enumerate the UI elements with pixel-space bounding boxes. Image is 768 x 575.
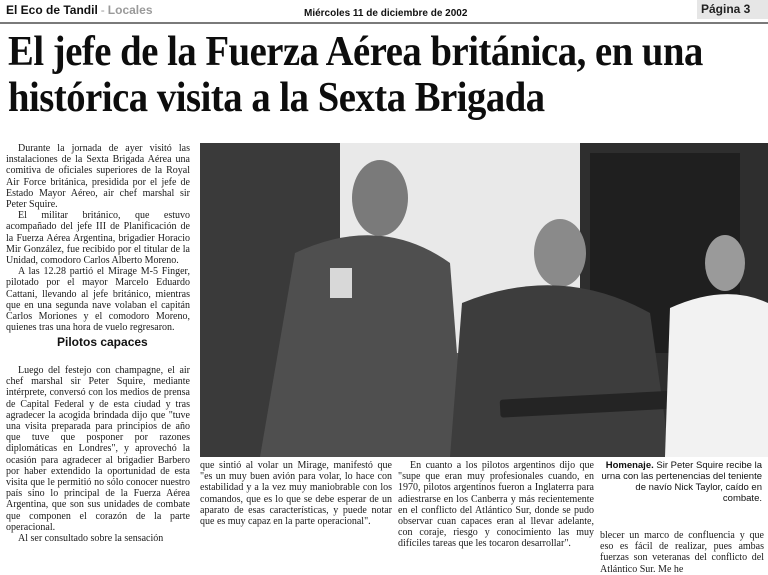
paragraph: En cuanto a los pilotos argentinos dijo que "supe que eran muy profesionales cuando, en 1970, pilotos argentinos fueron a Inglaterra para adiestrarse en los Canberra y más recientemente en el conflicto del Atlántico Sur, donde se pudo observar cuan capaces eran al llevar adelante, con coraje, riesgo y conocimiento las muy difíciles tareas que les tocaron desarrollar". [398,460,594,550]
page-number: Página 3 [701,2,751,16]
article-column-2 [200,460,392,527]
subheading: Pilotos capaces [57,335,148,349]
article-section-2 [6,365,190,544]
caption-label: Homenaje. [605,460,654,471]
paragraph: blecer un marco de confluencia y que eso es fácil de realizar, pues ambas fuerzas son veteranas del conflicto del Atlántico Sur. Me he [600,530,764,575]
paragraph: Durante la jornada de ayer visitó las instalaciones de la Sexta Brigada Aérea una comitiva de oficiales superiores de la Royal Air Force británica, presidida por el jefe de Estado Mayor Aéreo, air chef marshal sir Peter Squire. [6,143,190,211]
news-photo [200,143,768,457]
photo-caption [600,460,762,504]
paragraph: A las 12.28 partió el Mirage M-5 Finger, pilotado por el mayor Marcelo Eduardo Cattani, llevando al jefe británico, mientras que en una segunda nave volaban el capitán Carlos Moriones y el comodoro Moreno, quienes tras una hora de vuelo regresaron. [6,266,190,334]
article-column-4 [600,530,764,575]
publication-line [6,3,153,17]
article-column-3 [398,460,594,550]
header-rule [0,22,768,24]
article-intro [6,143,190,333]
page-number-box [697,0,768,19]
photo-illustration [200,143,768,457]
publication-name: El Eco de Tandil [6,3,98,17]
caption-text: Sir Peter Squire recibe la urna con las pertenencias del teniente de navío Nick Taylor, caído en combate. [601,460,762,504]
page-header [0,0,768,22]
paragraph: El militar británico, que estuvo acompañado del jefe III de Planificación de la Fuerza Aérea Argentina, brigadier Horacio Mir González, fue recibido por el titular de la Unidad, comodoro Carlos Alberto Moreno. [6,210,190,267]
issue-date: Miércoles 11 de diciembre de 2002 [304,8,468,19]
paragraph: que sintió al volar un Mirage, manifestó que "es un muy buen avión para volar, lo hace con estabilidad y a la vez muy maniobrable con los comandos, que es lo que se debe esperar de un aparato de esas características, y puede notar que es muy capaz en la parte operacional". [200,460,392,528]
paragraph: Al ser consultado sobre la sensación [18,533,164,545]
header-separator: - [100,3,105,17]
paragraph: Luego del festejo con champagne, el air chef marshal sir Peter Squire, mediante intérprete, conversó con los medios de prensa de Capital Federal y de esta ciudad y tras agradecer la acogida brindada dijo que "tuve una visita preparada para principios de año que tuve que posponer por razones diplomáticas en Londres", y aprovechó la ocasión para agradecer al brigadier Barbero por haber extendido la oportunidad de esta visita que le permitió no sólo conocer nuestro país sino lo principal de la Fuerza Aérea Argentina, que son sus unidades de combate que componen el corazón de la parte operacional. [6,365,190,533]
section-name: Locales [107,3,153,17]
headline: El jefe de la Fuerza Aérea británica, en una histórica visita a la Sexta Brigada [8,29,703,121]
